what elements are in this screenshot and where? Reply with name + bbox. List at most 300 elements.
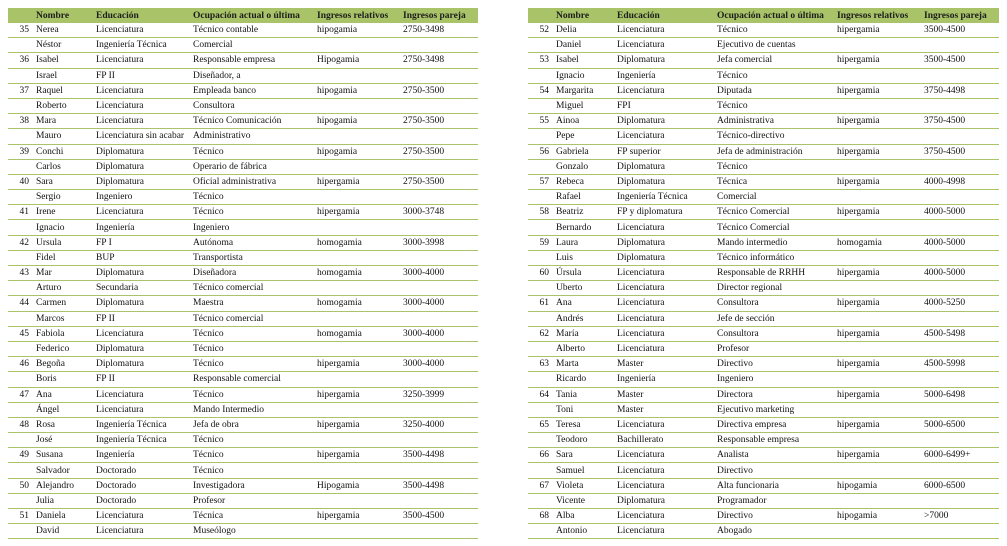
education-cell: Licenciatura	[614, 129, 714, 144]
name-cell: Conchi	[33, 144, 93, 159]
occupation-cell: Directivo	[714, 509, 834, 524]
occupation-cell: Ingeniero	[714, 372, 834, 387]
occupation-cell: Ejecutivo marketing	[714, 402, 834, 417]
education-cell: Ingeniería Técnica	[93, 433, 190, 448]
education-cell: Diplomatura	[614, 250, 714, 265]
relative-income-cell	[834, 190, 921, 205]
relative-income-cell: hipergamia	[834, 417, 921, 432]
relative-income-cell: hipergamia	[314, 509, 400, 524]
partner-income-cell: 3750-4500	[921, 114, 999, 129]
relative-income-cell: hipergamia	[314, 205, 400, 220]
occupation-cell: Técnico	[714, 98, 834, 113]
row-number: 58	[528, 205, 553, 220]
table-row	[528, 83, 999, 98]
relative-income-cell	[834, 341, 921, 356]
education-cell: FP superior	[614, 144, 714, 159]
partner-income-cell: 5000-6500	[921, 417, 999, 432]
name-cell: Tania	[553, 387, 614, 402]
partner-income-cell	[921, 68, 999, 83]
row-number: 67	[528, 478, 553, 493]
row-number: 35	[8, 23, 33, 38]
occupation-cell: Director regional	[714, 281, 834, 296]
name-cell: Fidel	[33, 250, 93, 265]
partner-income-cell: 3250-3999	[400, 387, 478, 402]
name-cell: Miguel	[553, 98, 614, 113]
occupation-cell: Técnico	[190, 326, 314, 341]
partner-income-cell	[400, 341, 478, 356]
table-row	[528, 266, 999, 281]
relative-income-cell	[314, 524, 400, 539]
relative-income-cell	[834, 524, 921, 539]
occupation-cell: Técnico comercial	[190, 311, 314, 326]
row-number: 51	[8, 509, 33, 524]
occupation-cell: Técnico Comercial	[714, 220, 834, 235]
relative-income-cell	[314, 463, 400, 478]
relative-income-cell	[834, 250, 921, 265]
partner-income-cell	[921, 190, 999, 205]
relative-income-cell: hipogamia	[314, 114, 400, 129]
occupation-cell: Analista	[714, 448, 834, 463]
occupation-cell: Directora	[714, 387, 834, 402]
occupation-cell: Técnico	[190, 387, 314, 402]
header-nombre: Nombre	[553, 8, 614, 23]
relative-income-cell: hipergamia	[834, 357, 921, 372]
education-cell: Bachillerato	[614, 433, 714, 448]
table-row	[8, 372, 478, 387]
occupation-cell: Técnico	[190, 144, 314, 159]
partner-income-cell	[400, 433, 478, 448]
occupation-cell: Consultora	[190, 98, 314, 113]
relative-income-cell	[314, 68, 400, 83]
partner-income-cell	[921, 402, 999, 417]
relative-income-cell: hipergamia	[834, 174, 921, 189]
occupation-cell: Transportista	[190, 250, 314, 265]
partner-income-cell	[400, 129, 478, 144]
education-cell: Ingeniería	[614, 68, 714, 83]
table-row	[8, 68, 478, 83]
relative-income-cell	[834, 129, 921, 144]
row-number	[528, 433, 553, 448]
partner-income-cell: 3000-4000	[400, 266, 478, 281]
table-row	[528, 129, 999, 144]
row-number	[528, 372, 553, 387]
name-cell: Federico	[33, 341, 93, 356]
row-number: 41	[8, 205, 33, 220]
table-row	[8, 144, 478, 159]
table-row	[528, 38, 999, 53]
row-number	[8, 463, 33, 478]
header-ingresos-pareja: Ingresos pareja	[921, 8, 999, 23]
name-cell: Marta	[553, 357, 614, 372]
row-number: 39	[8, 144, 33, 159]
relative-income-cell: homogamia	[314, 235, 400, 250]
name-cell: Margarita	[553, 83, 614, 98]
name-cell: Gabriela	[553, 144, 614, 159]
row-number: 56	[528, 144, 553, 159]
relative-income-cell: Hipogamia	[314, 478, 400, 493]
table-row	[528, 402, 999, 417]
education-cell: Ingeniería Técnica	[614, 190, 714, 205]
education-cell: Licenciatura	[614, 83, 714, 98]
relative-income-cell: homogamia	[314, 266, 400, 281]
relative-income-cell: hipergamia	[314, 417, 400, 432]
row-number	[8, 38, 33, 53]
table-row	[528, 372, 999, 387]
education-cell: Diplomatura	[614, 114, 714, 129]
name-cell: Nerea	[33, 23, 93, 38]
table-row	[528, 341, 999, 356]
table-row	[8, 266, 478, 281]
education-cell: Licenciatura	[614, 326, 714, 341]
occupation-cell: Directivo	[714, 463, 834, 478]
row-number	[8, 250, 33, 265]
name-cell: Beatriz	[553, 205, 614, 220]
table-row	[528, 68, 999, 83]
row-number: 37	[8, 83, 33, 98]
header-ingresos-pareja: Ingresos pareja	[400, 8, 478, 23]
education-cell: Licenciatura	[93, 83, 190, 98]
row-number: 43	[8, 266, 33, 281]
education-cell: Licenciatura	[614, 281, 714, 296]
row-number: 49	[8, 448, 33, 463]
table-row	[528, 417, 999, 432]
table-row	[8, 83, 478, 98]
name-cell: Begoña	[33, 357, 93, 372]
name-cell: Roberto	[33, 98, 93, 113]
row-number	[528, 190, 553, 205]
education-cell: Master	[614, 387, 714, 402]
education-cell: Diplomatura	[614, 174, 714, 189]
row-number	[528, 129, 553, 144]
relative-income-cell	[834, 98, 921, 113]
partner-income-cell	[400, 493, 478, 508]
table-row	[8, 281, 478, 296]
name-cell: Alberto	[553, 341, 614, 356]
occupation-cell: Directivo	[714, 357, 834, 372]
education-cell: Licenciatura	[614, 463, 714, 478]
education-cell: Diplomatura	[93, 341, 190, 356]
occupation-cell: Operario de fábrica	[190, 159, 314, 174]
occupation-cell: Administrativo	[190, 129, 314, 144]
table-row	[528, 159, 999, 174]
occupation-cell: Profesor	[190, 493, 314, 508]
table-row	[8, 205, 478, 220]
education-cell: Diplomatura	[93, 357, 190, 372]
name-cell: Ainoa	[553, 114, 614, 129]
partner-income-cell	[400, 68, 478, 83]
name-cell: Néstor	[33, 38, 93, 53]
name-cell: Daniel	[553, 38, 614, 53]
name-cell: Teodoro	[553, 433, 614, 448]
row-number	[8, 524, 33, 539]
partner-income-cell: 3000-4000	[400, 296, 478, 311]
education-cell: Ingeniería Técnica	[93, 38, 190, 53]
name-cell: Carmen	[33, 296, 93, 311]
occupation-cell: Jefe de sección	[714, 311, 834, 326]
table-row	[528, 524, 999, 539]
row-number: 50	[8, 478, 33, 493]
name-cell: Ana	[553, 296, 614, 311]
name-cell: Sergio	[33, 190, 93, 205]
header-row	[528, 8, 999, 23]
relative-income-cell: hipergamia	[834, 114, 921, 129]
education-cell: Doctorado	[93, 463, 190, 478]
partner-income-cell	[400, 402, 478, 417]
name-cell: Susana	[33, 448, 93, 463]
education-cell: FP y diplomatura	[614, 205, 714, 220]
partner-income-cell: 2750-3498	[400, 53, 478, 68]
row-number	[528, 281, 553, 296]
education-cell: Licenciatura	[93, 387, 190, 402]
row-number: 64	[528, 387, 553, 402]
partner-income-cell: 5000-6498	[921, 387, 999, 402]
relative-income-cell	[314, 311, 400, 326]
occupation-cell: Alta funcionaria	[714, 478, 834, 493]
name-cell: Ricardo	[553, 372, 614, 387]
row-number	[528, 98, 553, 113]
name-cell: Uberto	[553, 281, 614, 296]
partner-income-cell	[921, 38, 999, 53]
name-cell: Carlos	[33, 159, 93, 174]
name-cell: Luis	[553, 250, 614, 265]
row-number: 61	[528, 296, 553, 311]
education-cell: Ingeniero	[93, 190, 190, 205]
relative-income-cell	[834, 281, 921, 296]
education-cell: Ingeniería	[93, 448, 190, 463]
partner-income-cell	[400, 190, 478, 205]
table-row	[8, 220, 478, 235]
relative-income-cell	[834, 463, 921, 478]
occupation-cell: Técnico	[714, 68, 834, 83]
table-row	[528, 114, 999, 129]
name-cell: Ursula	[33, 235, 93, 250]
name-cell: Vicente	[553, 493, 614, 508]
name-cell: Ana	[33, 387, 93, 402]
education-cell: Ingeniería	[614, 372, 714, 387]
row-number: 42	[8, 235, 33, 250]
row-number: 52	[528, 23, 553, 38]
table-row	[8, 417, 478, 432]
row-number	[8, 311, 33, 326]
name-cell: Gonzalo	[553, 159, 614, 174]
relative-income-cell	[314, 190, 400, 205]
occupation-cell: Jefa comercial	[714, 53, 834, 68]
occupation-cell: Responsable empresa	[714, 433, 834, 448]
table-row	[8, 402, 478, 417]
table-body	[8, 23, 478, 539]
relative-income-cell	[834, 159, 921, 174]
partner-income-cell: 3500-4500	[400, 509, 478, 524]
table-row	[528, 205, 999, 220]
occupation-cell: Técnico contable	[190, 23, 314, 38]
partner-income-cell	[921, 433, 999, 448]
occupation-cell: Técnico	[190, 357, 314, 372]
name-cell: José	[33, 433, 93, 448]
partner-income-cell: 3500-4500	[921, 23, 999, 38]
partner-income-cell	[921, 463, 999, 478]
partner-income-cell: 3500-4498	[400, 478, 478, 493]
relative-income-cell: hipogamia	[314, 144, 400, 159]
education-cell: Licenciatura	[614, 311, 714, 326]
relative-income-cell	[314, 341, 400, 356]
relative-income-cell: homogamia	[834, 235, 921, 250]
name-cell: Daniela	[33, 509, 93, 524]
occupation-cell: Jefa de administración	[714, 144, 834, 159]
table-row	[528, 433, 999, 448]
occupation-cell: Técnico	[190, 341, 314, 356]
relative-income-cell	[314, 98, 400, 113]
partner-income-cell: 3500-4500	[921, 53, 999, 68]
row-number	[528, 250, 553, 265]
relative-income-cell: hipergamia	[834, 53, 921, 68]
education-cell: Licenciatura	[614, 266, 714, 281]
name-cell: Julia	[33, 493, 93, 508]
education-cell: Doctorado	[93, 478, 190, 493]
header-educacion: Educación	[93, 8, 190, 23]
relative-income-cell: homogamia	[314, 296, 400, 311]
occupation-cell: Técnico Comercial	[714, 205, 834, 220]
table-row	[528, 190, 999, 205]
partner-income-cell	[921, 341, 999, 356]
row-number: 62	[528, 326, 553, 341]
table-left	[8, 8, 478, 539]
row-number: 57	[528, 174, 553, 189]
education-cell: Licenciatura	[93, 114, 190, 129]
education-cell: Licenciatura	[93, 509, 190, 524]
row-number	[8, 433, 33, 448]
education-cell: Diplomatura	[93, 266, 190, 281]
name-cell: Úrsula	[553, 266, 614, 281]
relative-income-cell: hipogamia	[834, 478, 921, 493]
table-row	[528, 174, 999, 189]
name-cell: Rafael	[553, 190, 614, 205]
occupation-cell: Comercial	[714, 190, 834, 205]
education-cell: Diplomatura	[93, 159, 190, 174]
education-cell: Licenciatura	[614, 341, 714, 356]
name-cell: Sara	[553, 448, 614, 463]
occupation-cell: Investigadora	[190, 478, 314, 493]
name-cell: Ignacio	[553, 68, 614, 83]
occupation-cell: Mando intermedio	[714, 235, 834, 250]
header-row	[8, 8, 478, 23]
education-cell: Diplomatura	[614, 235, 714, 250]
partner-income-cell	[921, 220, 999, 235]
partner-income-cell	[400, 463, 478, 478]
row-number: 60	[528, 266, 553, 281]
partner-income-cell: 4500-5998	[921, 357, 999, 372]
name-cell: Mauro	[33, 129, 93, 144]
row-number: 55	[528, 114, 553, 129]
relative-income-cell	[834, 433, 921, 448]
relative-income-cell: hipergamia	[834, 448, 921, 463]
name-cell: Fabiola	[33, 326, 93, 341]
occupation-cell: Museólogo	[190, 524, 314, 539]
name-cell: Irene	[33, 205, 93, 220]
education-cell: Diplomatura	[614, 159, 714, 174]
name-cell: Boris	[33, 372, 93, 387]
name-cell: Israel	[33, 68, 93, 83]
relative-income-cell: hipogamia	[834, 509, 921, 524]
education-cell: Licenciatura	[93, 326, 190, 341]
education-cell: Licenciatura	[614, 524, 714, 539]
education-cell: Ingeniería Técnica	[93, 417, 190, 432]
education-cell: Licenciatura	[93, 53, 190, 68]
table-row	[528, 387, 999, 402]
name-cell: Mar	[33, 266, 93, 281]
partner-income-cell	[921, 159, 999, 174]
occupation-cell: Oficial administrativa	[190, 174, 314, 189]
table-row	[8, 190, 478, 205]
name-cell: Marcos	[33, 311, 93, 326]
education-cell: FP II	[93, 68, 190, 83]
table-row	[8, 357, 478, 372]
relative-income-cell: hipergamia	[834, 387, 921, 402]
occupation-cell: Técnico comercial	[190, 281, 314, 296]
table-row	[8, 463, 478, 478]
row-number: 36	[8, 53, 33, 68]
table-row	[528, 98, 999, 113]
table-row	[8, 341, 478, 356]
relative-income-cell	[314, 493, 400, 508]
partner-income-cell	[921, 98, 999, 113]
education-cell: Master	[614, 357, 714, 372]
relative-income-cell: homogamia	[314, 326, 400, 341]
name-cell: Samuel	[553, 463, 614, 478]
relative-income-cell: hipergamia	[314, 174, 400, 189]
partner-income-cell	[921, 372, 999, 387]
table-row	[528, 326, 999, 341]
row-number: 47	[8, 387, 33, 402]
partner-income-cell	[400, 98, 478, 113]
occupation-cell: Diputada	[714, 83, 834, 98]
partner-income-cell: 2750-3500	[400, 144, 478, 159]
name-cell: Mara	[33, 114, 93, 129]
row-number	[528, 402, 553, 417]
partner-income-cell: 3000-4000	[400, 357, 478, 372]
name-cell: Raquel	[33, 83, 93, 98]
header-nombre: Nombre	[33, 8, 93, 23]
occupation-cell: Empleada banco	[190, 83, 314, 98]
relative-income-cell: hipogamia	[314, 83, 400, 98]
row-number: 53	[528, 53, 553, 68]
education-cell: Master	[614, 402, 714, 417]
education-cell: Licenciatura sin acabar	[93, 129, 190, 144]
education-cell: Diplomatura	[614, 493, 714, 508]
name-cell: Toni	[553, 402, 614, 417]
occupation-cell: Responsable de RRHH	[714, 266, 834, 281]
relative-income-cell	[834, 311, 921, 326]
occupation-cell: Técnico	[190, 448, 314, 463]
partner-income-cell	[400, 159, 478, 174]
table-body	[528, 23, 999, 539]
partner-income-cell	[921, 493, 999, 508]
name-cell: Rebeca	[553, 174, 614, 189]
header-ingresos-relativos: Ingresos relativos	[314, 8, 400, 23]
relative-income-cell: hipergamia	[314, 387, 400, 402]
occupation-cell: Ejecutivo de cuentas	[714, 38, 834, 53]
row-number	[8, 190, 33, 205]
partner-income-cell: 6000-6500	[921, 478, 999, 493]
occupation-cell: Maestra	[190, 296, 314, 311]
name-cell: Arturo	[33, 281, 93, 296]
partner-income-cell	[921, 250, 999, 265]
header-ocupacion: Ocupación actual o última	[190, 8, 314, 23]
row-number: 46	[8, 357, 33, 372]
table-row	[528, 509, 999, 524]
row-number	[528, 311, 553, 326]
partner-income-cell: 3750-4498	[921, 83, 999, 98]
occupation-cell: Administrativa	[714, 114, 834, 129]
